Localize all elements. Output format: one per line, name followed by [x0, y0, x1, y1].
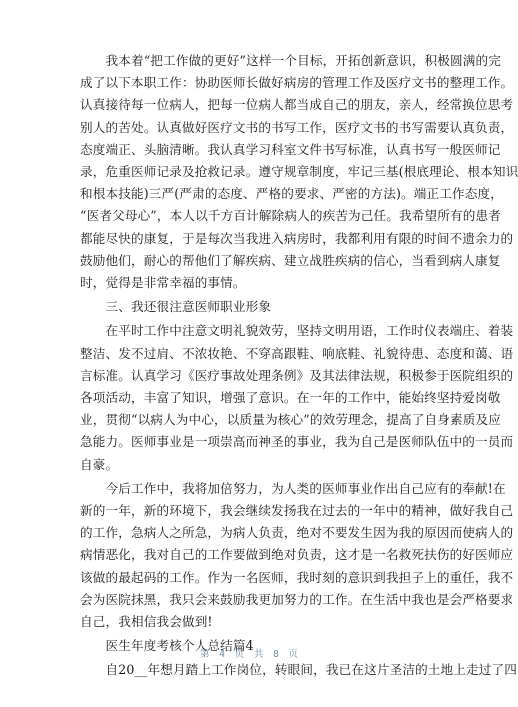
text-line: 自20__年想月踏上工作岗位，转眼间，我已在这片圣洁的土地上走过了四: [80, 662, 518, 678]
text-line: 新的一年，新的环境下，我会继续发扬我在过去的一年中的精神，做好我自己: [80, 503, 514, 519]
text-line: “医者父母心”，本人以千方百计解除病人的疾苦为己任。我希望所有的患者: [80, 208, 501, 224]
paragraph: [80, 659, 518, 681]
section-heading: [80, 296, 426, 318]
document-body: [80, 50, 518, 684]
text-line: 各项活动，丰富了知识，增强了意识。在一年的工作中，能始终坚持爱岗敬: [80, 390, 501, 406]
text-line: 病情恶化，我对自己的工作要做到绝对负责，这才是一名救死扶伤的好医师应: [80, 547, 514, 563]
page-number-footer: 第 4 页 共 8 页: [199, 649, 301, 660]
text-line: 自己，我相信我会做到!: [80, 614, 213, 630]
text-line: 自豪。: [80, 456, 119, 472]
text-line: 态度端正、头脑清晰。我认真学习科室文件书写标准，认真书写一般医师记: [80, 141, 501, 157]
text-line: 认真接待每一位病人，把每一位病人都当成自己的朋友，亲人，经常换位思考: [80, 97, 514, 113]
text-line: 别人的苦处。认真做好医疗文书的书写工作，医疗文书的书写需要认真负责，: [80, 119, 514, 135]
text-line: 我本着“把工作做的更好”这样一个目标，开拓创新意识，积极圆满的完: [80, 53, 501, 68]
text-line: 今后工作中，我将加倍努力，为人类的医师事业作出自己应有的奉献!在: [80, 480, 506, 496]
text-line: 录，危重医师记录及抢救记录。遵守规章制度，牢记三基(根底理论、根本知识: [80, 164, 518, 180]
text-line: 言标准。认真学习《医疗事故处理条例》及其法律法规，积极参于医院组织的: [80, 367, 514, 383]
text-line: 医生年度考核个人总结篇4: [80, 638, 254, 654]
text-line: 在平时工作中注意文明礼貌效劳，坚持文明用语，工作时仪表端庄、着装: [80, 323, 514, 339]
text-line: 和根本技能)三严(严肃的态度、严格的要求、严密的方法)。端正工作态度，: [80, 186, 503, 202]
text-line: 急能力。医师事业是一项崇高而神圣的事业，我为自己是医师队伍中的一员而: [80, 434, 514, 450]
text-line: 都能尽快的康复，于是每次当我进入病房时，我都利用有限的时间不遗余力的: [80, 230, 514, 246]
text-line: 会为医院抹黑，我只会来鼓励我更加努力的工作。在生活中我也是会严格要求: [80, 591, 514, 607]
text-line: 鼓励他们，耐心的帮他们了解疾病、建立战胜疾病的信心，当看到病人康复: [80, 252, 501, 268]
text-line: 三、我还很注意医师职业形象: [80, 299, 272, 315]
text-line: 业，贯彻“以病人为中心，以质量为核心”的效劳理念，提高了自身素质及应: [80, 412, 501, 428]
text-line: 整洁、发不过肩、不浓妆艳、不穿高跟鞋、响底鞋、礼貌待患、态度和蔼、语: [80, 345, 514, 361]
text-line: 时，觉得是非常幸福的事情。: [80, 275, 246, 291]
text-line: 该做的最起码的工作。作为一名医师，我时刻的意识到我担子上的重任，我不: [80, 569, 514, 585]
text-line: 的工作，急病人之所急，为病人负责，绝对不要发生因为我的原因而使病人的: [80, 525, 514, 541]
paragraph: [80, 478, 514, 633]
paragraph: [80, 320, 514, 475]
paragraph: [80, 50, 518, 294]
text-line: 成了以下本职工作：协助医师长做好病房的管理工作及医疗文书的整理工作。: [80, 75, 514, 91]
